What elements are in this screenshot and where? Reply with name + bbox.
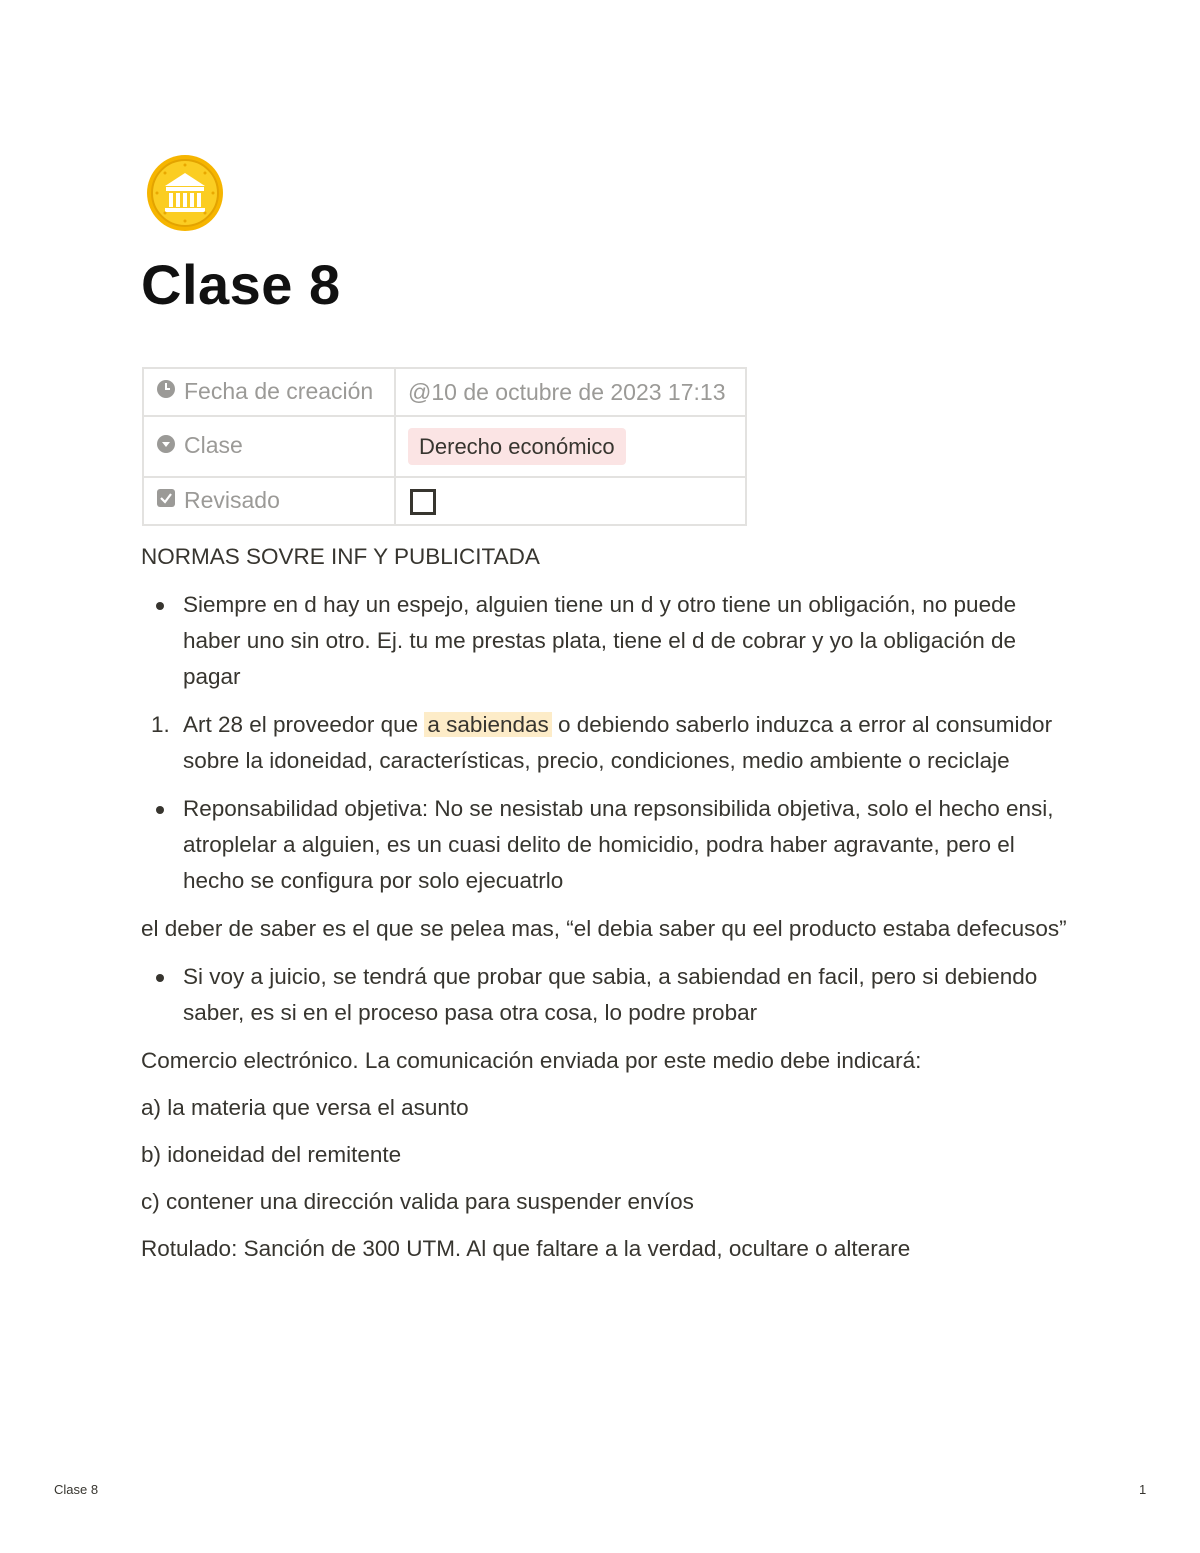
list-item: [141, 959, 1071, 1031]
created-date: @10 de octubre de 2023 17:13: [408, 378, 726, 405]
clock-icon: [156, 378, 176, 405]
list-item-text: [183, 712, 1052, 773]
properties-table: [142, 367, 747, 526]
property-value: [395, 477, 746, 525]
highlighted-text: a sabiendas: [424, 712, 551, 737]
bullet-icon: [156, 974, 164, 982]
numbered-item: [141, 707, 1071, 779]
list-item: [141, 587, 1071, 695]
bank-coin-icon: [145, 153, 225, 233]
property-row-revisado: [143, 477, 746, 525]
text-before: Art 28 el proveedor que: [183, 712, 425, 737]
list-item-text: Si voy a juicio, se tendrá que probar que sabia, a sabiendad en facil, pero si debiendo saber, es si en el proceso pasa otra cosa, lo podre probar: [183, 964, 1038, 1025]
property-label: Revisado: [184, 486, 280, 513]
property-row-created: [143, 368, 746, 416]
property-value[interactable]: [395, 368, 746, 416]
paragraph: Comercio electrónico. La comunicación enviada por este medio debe indicará:: [141, 1048, 922, 1073]
page-title: Clase 8: [141, 253, 341, 316]
property-key: [143, 477, 395, 525]
paragraph: el deber de saber es el que se pelea mas, “el debia saber qu eel producto estaba defecusos”: [141, 916, 1067, 941]
property-label: Fecha de creación: [184, 377, 374, 404]
list-number: 1.: [151, 712, 170, 737]
checkbox-icon: [156, 487, 176, 514]
section-heading: NORMAS SOVRE INF Y PUBLICITADA: [141, 544, 540, 569]
paragraph: Rotulado: Sanción de 300 UTM. Al que faltare a la verdad, ocultare o alterare: [141, 1236, 911, 1261]
clase-tag[interactable]: Derecho económico: [408, 428, 626, 465]
page-number: 1: [1139, 1482, 1147, 1497]
page-content: [141, 539, 1071, 1278]
property-row-clase: [143, 416, 746, 477]
property-value[interactable]: [395, 416, 746, 477]
revisado-checkbox[interactable]: [410, 489, 436, 515]
footer-title: Clase 8: [54, 1482, 99, 1497]
select-icon: [156, 433, 176, 460]
property-key: [143, 368, 395, 416]
paragraph: b) idoneidad del remitente: [141, 1142, 402, 1167]
list-item: [141, 791, 1071, 899]
list-item-text: Reponsabilidad objetiva: No se nesistab una repsonsibilida objetiva, solo el hecho ensi, atroplelar a alguien, es un cuasi delito de homicidio, podra haber agravante, pero el hecho se configura por solo ejecuatrlo: [183, 796, 1054, 893]
list-item-text: Siempre en d hay un espejo, alguien tiene un d y otro tiene un obligación, no puede haber uno sin otro. Ej. tu me prestas plata, tiene el d de cobrar y yo la obligación de pagar: [183, 592, 1017, 689]
paragraph: c) contener una dirección valida para suspender envíos: [141, 1189, 694, 1214]
property-label: Clase: [184, 432, 243, 459]
bullet-icon: [156, 602, 164, 610]
paragraph: a) la materia que versa el asunto: [141, 1095, 469, 1120]
text-after: o debiendo saberlo induzca a error al consumidor sobre la idoneidad, características, precio, condiciones, medio ambiente o reciclaje: [183, 712, 1053, 773]
property-key: [143, 416, 395, 477]
bullet-icon: [156, 806, 164, 814]
